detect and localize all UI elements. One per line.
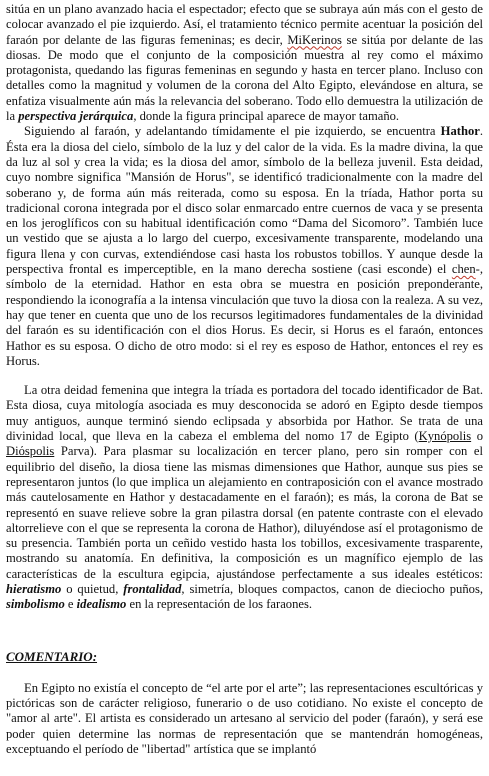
text-run: Parva). Para plasmar su localización en tercer plano, pero sin romper con el equilibrio del diseño, la diosa tiene las mismas dimensiones que Hathor, aunque sus pies se representaron juntos (lo que implica un alejamiento en contraposición con el avance mostrado más cautelosamente en Hathor y destacadamente en el faraón); es más, la corona de Bat se representó en suave relieve sobre la gran pilastra dorsal (en patente contraste con el elevado altorrelieve con el que se representa la corona de Hathor), diluyéndose así el protagonismo de su presencia. También porta un ceñido vestido hasta los tobillos, excesivamente trasparente, mostrando su anatomía. En definitiva, la composición es un magnífico ejemplo de las características de la escultura egipcia, ajustándose perfectamente a sus ideales estéticos: (6, 444, 483, 581)
term-perspectiva-jerarquica: perspectiva jerárquica (18, 109, 134, 124)
text-run: Siguiendo al faraón, y adelantando tímidamente el pie izquierdo, se encuentra (24, 124, 441, 139)
text-run: e (64, 597, 77, 612)
paragraph-bat (6, 383, 483, 612)
term-idealismo: idealismo (76, 597, 127, 612)
text-run: sitúa en un plano avanzado hacia el espectador; efecto que se subraya aún más con el gesto de colocar avanzado el pie izquierdo. Así, el tratamiento técnico permite acentuar la posición del faraón por delante de las figuras femeninas; es decir, (6, 2, 483, 47)
text-run: La otra deidad femenina que integra la tríada es portadora del tocado identificador de Bat. Esta diosa, cuya mitología asociada es muy desconocida se adoró en Egipto desde tiempos muy antiguos, aunque terminó siendo eclipsada y absorbida por Hathor. Se trata de una divinidad local, que lleva en la cabeza el emblema del nomo 17 de Egipto ( (6, 383, 483, 444)
paragraph-composition (6, 2, 483, 124)
place-diospolis: Diόspolis (6, 444, 55, 459)
text-run: , donde la figura principal aparece de mayor tamaño. (133, 109, 400, 124)
term-hieratismo: hieratismo (6, 581, 62, 596)
term-chen: chen (451, 262, 476, 277)
term-simbolismo: simbolismo (6, 597, 65, 612)
text-run: en la representación de los faraones. (126, 597, 313, 612)
text-run: . Ésta era la diosa del cielo, símbolo de la luz y del calor de la vida. Es la madre divina, la que da luz al sol y crea la vida; es la diosa del amor, símbolo de la belleza juvenil. Esta deidad, cuyo nombre significa "Mansión de Horus", se identificó tradicionalmente con la madre del soberano y, de forma aún más reiterada, como su esposa. En la tríada, Hathor porta su tradicional corona integrada por el disco solar enmarcado entre cuernos de vaca y se presenta en los jeroglíficos con su habitual identificación como “Dama del Sicomoro”. También luce un vestido que se ajusta a lo largo del cuerpo, excesivamente transparente, modelando una figura llena y con curvas, extendiéndose casi hasta los robustos tobillos. Y aunque desde la perspectiva frontal es imperceptible, en la mano derecha sostiene (casi esconde) el (6, 124, 483, 277)
text-run: o quietud, (61, 581, 124, 596)
text-run: se sitúa por delante de las diosas. De modo que el conjunto de la composición muestra al rey como el máximo protagonista, quedando las figuras femeninas en segundo y hasta en tercer plano. Incluso con detalles como la magnitud y volumen de la corona del Alto Egipto, elevándose en altura, se enfatiza visualmente aún más la relevancia del soberano. Todo ello demuestra la utilización de la (6, 32, 483, 124)
term-hathor: Hathor (440, 124, 480, 139)
text-run: o (471, 429, 483, 444)
text-run: , simetría, bloques compactos, canon de dieciocho puños, (181, 581, 483, 596)
place-kynopolis: Kynópolis (418, 429, 472, 444)
text-run: -, símbolo de la eternidad. Hathor en esta obra se muestra en posición preponderante, respondiendo la iconografía a la intensa vinculación que tuvo la diosa con la realeza. A su vez, hay que tener en cuenta que uno de los recursos legitimadores fundamentales de la divinidad del faraón es su identificación con el dios Horus. Es decir, si Horus es el faraón, entonces Hathor es su esposa. O dicho de otro modo: si el rey es esposo de Hathor, entonces el rey es Horus. (6, 262, 483, 368)
paragraph-hathor (6, 124, 483, 369)
paragraph-comentario: En Egipto no existía el concepto de “el arte por el arte”; las representaciones escultóricas y pictóricas son de carácter religioso, funerario o de uso cotidiano. No existe el concepto de "amor al arte". El artista es considerado un artesano al servicio del poder (faraón), y será ese poder quien determine las normas de representación que se mantendrán homogéneas, exceptuando el período de "libertad" artística que se implantó (6, 680, 483, 757)
section-heading-comentario: COMENTARIO: (6, 648, 98, 664)
name-mikerinos: MiKerinos (287, 32, 342, 47)
term-frontalidad: frontalidad (123, 581, 182, 596)
